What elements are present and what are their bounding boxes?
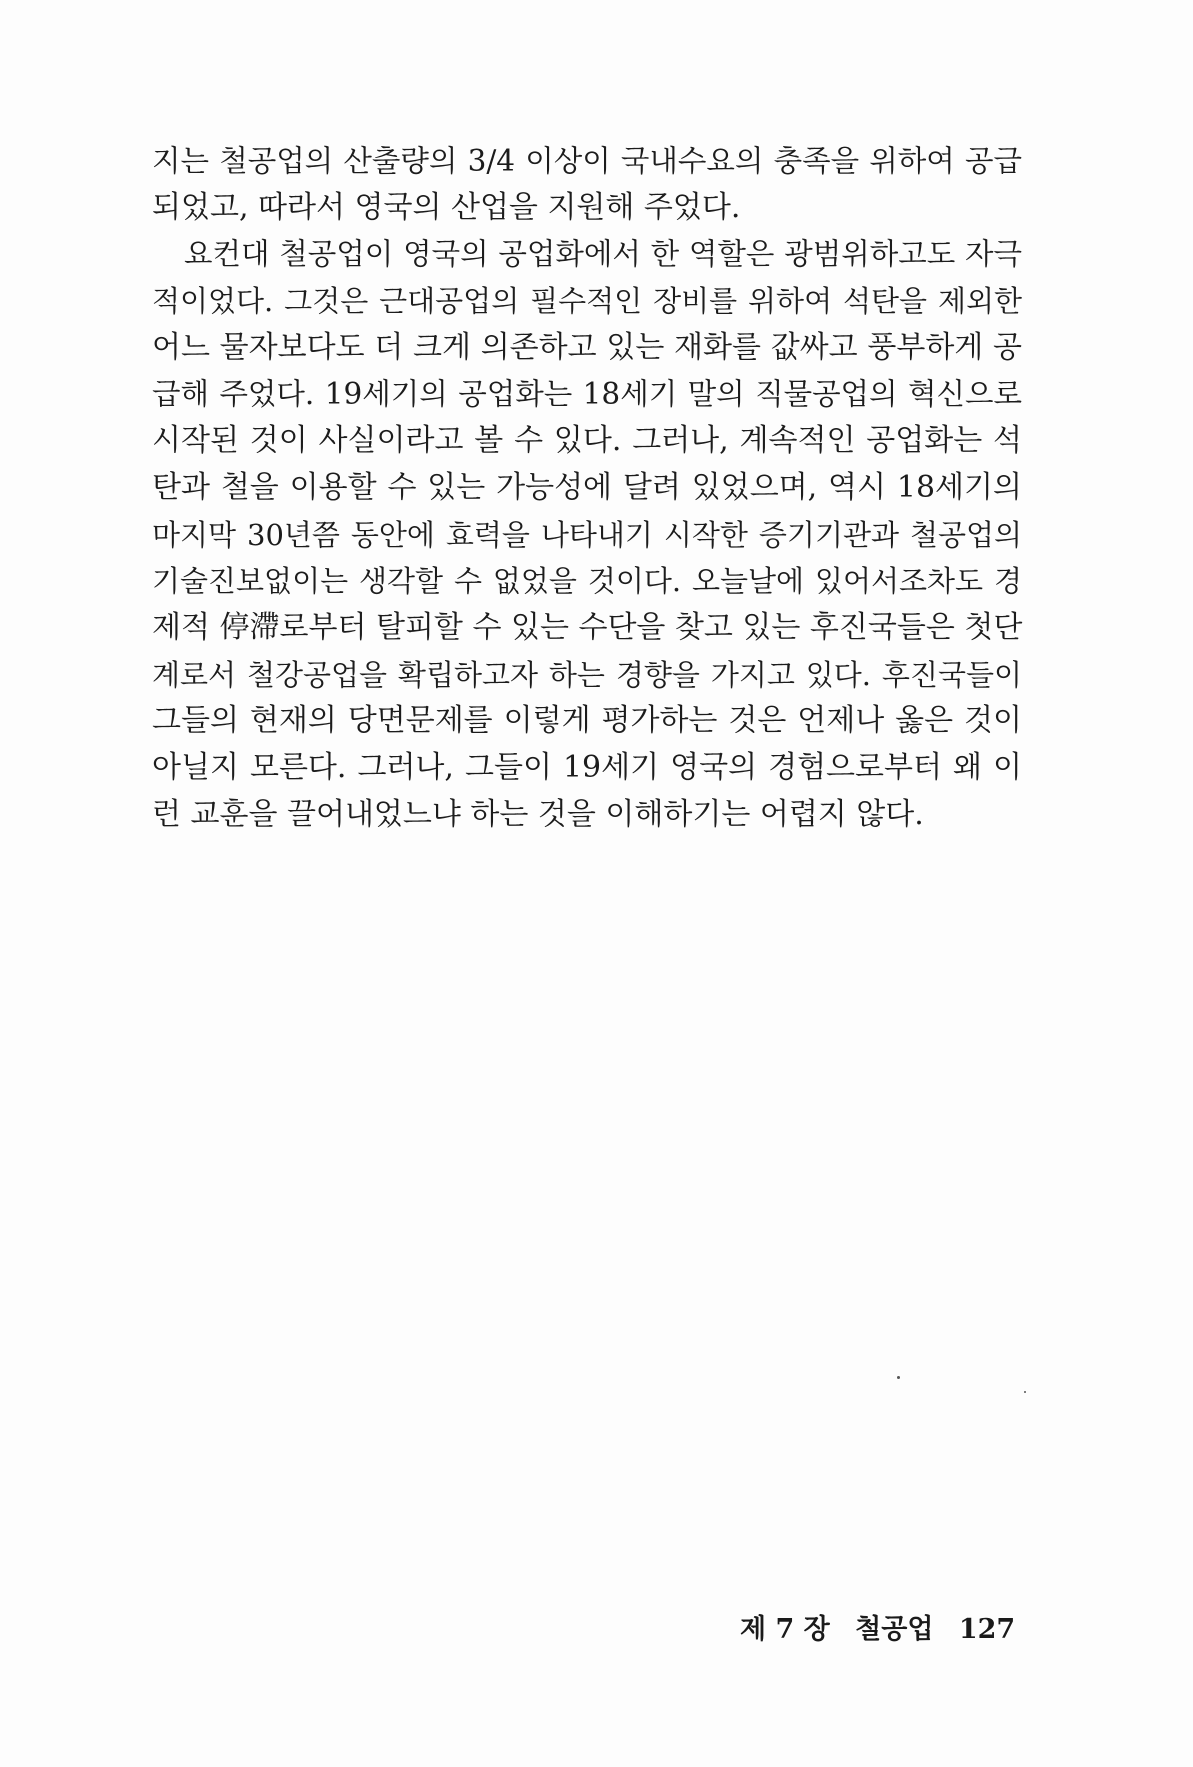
body-paragraphs [152, 138, 1022, 838]
text-line: 탄과 철을 이용할 수 있는 가능성에 달려 있었으며, 역시 18세기의 [152, 469, 1022, 505]
text-line: 요컨대 철공업이 영국의 공업화에서 한 역할은 광범위하고도 자극 [184, 237, 1022, 272]
text-line: 런 교훈을 끌어내었느냐 하는 것을 이해하기는 어렵지 않다. [152, 796, 924, 832]
text-line: 적이었다. 그것은 근대공업의 필수적인 장비를 위하여 석탄을 제외한 [152, 284, 1022, 319]
text-line: 지는 철공업의 산출량의 3/4 이상이 국내수요의 충족을 위하여 공급 [152, 144, 1022, 178]
scan-speck [897, 1376, 900, 1379]
text-line: 계로서 철강공업을 확립하고자 하는 경향을 가지고 있다. 후진국들이 [152, 657, 1022, 692]
text-line: 급해 주었다. 19세기의 공업화는 18세기 말의 직물공업의 혁신으로 [152, 377, 1022, 412]
text-line: 마지막 30년쯤 동안에 효력을 나타내기 시작한 증기기관과 철공업의 [152, 517, 1022, 552]
page-number: 127 [958, 1614, 1016, 1645]
text-line: 기술진보없이는 생각할 수 없었을 것이다. 오늘날에 있어서조차도 경 [152, 564, 1022, 599]
text-line: 시작된 것이 사실이라고 볼 수 있다. 그러나, 계속적인 공업화는 석 [152, 423, 1022, 459]
text-line: 제적 停滯로부터 탈피할 수 있는 수단을 찾고 있는 후진국들은 첫단 [152, 609, 1023, 645]
text-line: 그들의 현재의 당면문제를 이렇게 평가하는 것은 언제나 옳은 것이 [152, 703, 1022, 739]
text-line: 아닐지 모른다. 그러나, 그들이 19세기 영국의 경험으로부터 왜 이 [152, 749, 1022, 785]
text-line: 어느 물자보다도 더 크게 의존하고 있는 재화를 값싸고 풍부하게 공 [152, 329, 1022, 365]
page-footer [740, 1607, 1015, 1646]
chapter-label: 제 7 장 [740, 1614, 830, 1645]
scan-speck [1024, 1391, 1026, 1393]
text-line: 되었고, 따라서 영국의 산업을 지원해 주었다. [152, 189, 741, 225]
chapter-title: 철공업 [855, 1614, 934, 1645]
